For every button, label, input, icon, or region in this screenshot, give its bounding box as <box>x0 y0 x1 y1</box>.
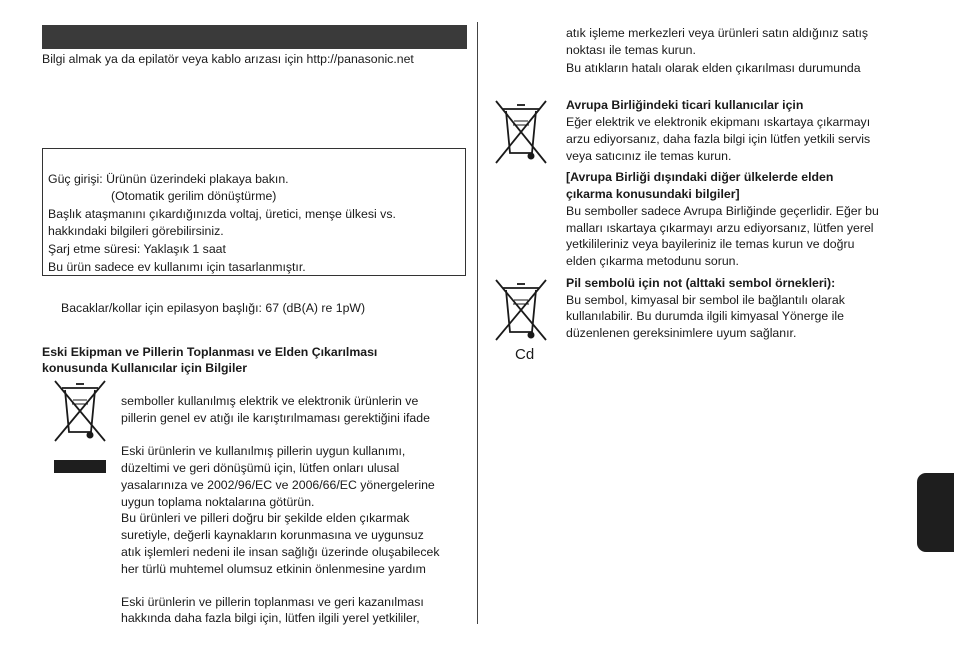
paragraph-line: suretiyle, değerli kaynakların korunmasına ve uygunsuz <box>121 528 424 542</box>
noise-text: Bacaklar/kollar için epilasyon başlığı: 67 (dB(A) re 1pW) <box>61 301 366 315</box>
eu-business-line: Eğer elektrik ve elektronik ekipmanı ıskartaya çıkarmayı <box>566 115 871 129</box>
eu-business-title: Avrupa Birliğindeki ticari kullanıcılar için <box>566 98 804 112</box>
section-title-2: konusunda Kullanıcılar için Bilgiler <box>42 361 247 375</box>
head-note-2: hakkındaki bilgileri görebilirsiniz. <box>48 224 224 238</box>
power-input: Güç girişi: Ürünün üzerindeki plakaya bakın. <box>48 172 289 186</box>
section-header-bar <box>42 25 467 49</box>
non-eu-title-1: [Avrupa Birliği dışındaki diğer ülkelerde elden <box>566 170 834 184</box>
paragraph-line: düzeltimi ve geri dönüşümü için, lütfen onları ulusal <box>121 461 400 475</box>
non-eu-line: malları ıskartaya çıkarmayı arzu ediyorsanız, lütfen yerel <box>566 221 874 235</box>
battery-line: Bu sembol, kimyasal bir sembol ile bağlantılı olarak <box>566 293 845 307</box>
battery-title: Pil sembolü için not (alttaki sembol örnekleri): <box>566 276 836 290</box>
non-eu-line: elden çıkarma metodunu sorun. <box>566 254 739 268</box>
side-tab-marker <box>917 473 954 552</box>
paragraph-line: Bu ürünleri ve pilleri doğru bir şekilde elden çıkarmak <box>121 511 410 525</box>
paragraph-line: pillerin genel ev atığı ile karıştırılmaması gerektiğini ifade <box>121 411 430 425</box>
chemical-symbol: Cd <box>515 346 535 363</box>
non-eu-line: Bu semboller sadece Avrupa Birliğinde geçerlidir. Eğer bu <box>566 204 879 218</box>
crossed-bin-icon <box>493 276 549 344</box>
right-top-line: Bu atıkların hatalı olarak elden çıkarılması durumunda <box>566 61 861 75</box>
charge-time: Şarj etme süresi: Yaklaşık 1 saat <box>48 242 226 256</box>
non-eu-line: yetkilileriniz veya bayileriniz ile temas kurun ve doğru <box>566 237 855 251</box>
paragraph-line: Eski ürünlerin ve kullanılmış pillerin uygun kullanımı, <box>121 444 406 458</box>
right-top-line: noktası ile temas kurun. <box>566 43 696 57</box>
eu-business-line: arzu ediyorsanız, daha fazla bilgi için lütfen yetkili servis <box>566 132 871 146</box>
paragraph-line: semboller kullanılmış elektrik ve elektronik ürünlerin ve <box>121 394 419 408</box>
paragraph-line: Eski ürünlerin ve pillerin toplanması ve geri kazanılması <box>121 595 424 609</box>
non-eu-title-2: çıkarma konusundaki bilgiler] <box>566 187 740 201</box>
crossed-bin-icon <box>52 378 108 444</box>
paragraph-line: her türlü muhtemel olumsuz etkinin önlenmesine yardım <box>121 562 426 576</box>
battery-line: kullanılabilir. Bu durumda ilgili kimyasal Yönerge ile <box>566 309 844 323</box>
home-use: Bu ürün sadece ev kullanımı için tasarlanmıştır. <box>48 260 306 274</box>
paragraph-line: uygun toplama noktalarına götürün. <box>121 495 315 509</box>
intro-text: Bilgi almak ya da epilatör veya kablo arızası için http://panasonic.net <box>42 52 414 66</box>
paragraph-line: yasalarınıza ve 2002/96/EC ve 2006/66/EC yönergelerine <box>121 478 435 492</box>
right-top-line: atık işleme merkezleri veya ürünleri satın aldığınız satış <box>566 26 869 40</box>
head-note-1: Başlık ataşmanını çıkardığınızda voltaj, üretici, menşe ülkesi vs. <box>48 207 396 221</box>
section-title-1: Eski Ekipman ve Pillerin Toplanması ve Elden Çıkarılması <box>42 345 378 359</box>
crossed-bin-icon <box>493 97 549 167</box>
eu-business-line: veya satıcınız ile temas kurun. <box>566 149 732 163</box>
paragraph-line: hakkında daha fazla bilgi için, lütfen ilgili yerel yetkililer, <box>121 611 420 625</box>
battery-line: düzenlenen gereksinimlere uyum sağlanır. <box>566 326 797 340</box>
paragraph-line: atık işlemleri nedeni ile insan sağlığı üzerinde oluşabilecek <box>121 545 440 559</box>
symbol-bar <box>54 460 106 473</box>
voltage-note: (Otomatik gerilim dönüştürme) <box>111 189 277 203</box>
column-divider <box>477 22 478 624</box>
